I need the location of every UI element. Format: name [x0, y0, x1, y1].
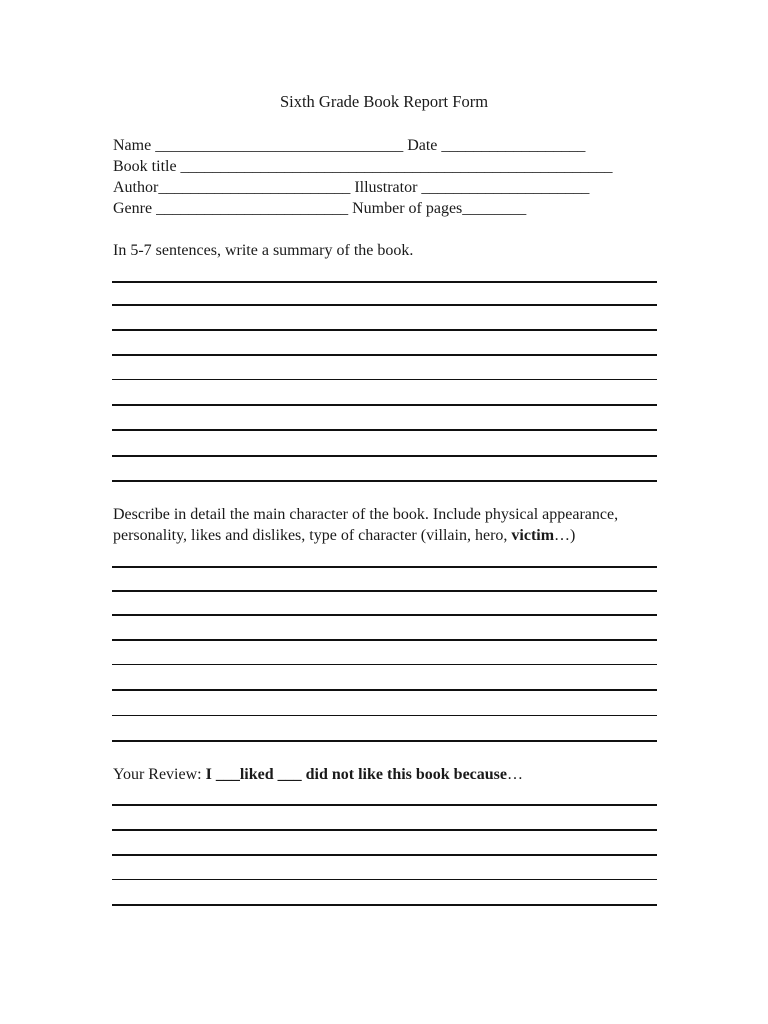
- summary-writing-line[interactable]: [112, 354, 657, 356]
- review-writing-line[interactable]: [112, 804, 657, 806]
- character-writing-line[interactable]: [112, 689, 657, 691]
- character-writing-line[interactable]: [112, 566, 657, 568]
- character-prompt: [113, 504, 673, 546]
- review-prompt-bold: I ___liked ___ did not like this book because: [205, 766, 508, 783]
- character-writing-line[interactable]: [112, 715, 657, 716]
- character-writing-line[interactable]: [112, 614, 657, 616]
- book-title-field[interactable]: Book title ______________________________________________________: [113, 158, 613, 175]
- name-date-field[interactable]: Name _______________________________ Date __________________: [113, 137, 586, 154]
- character-prompt-bold: victim: [511, 527, 555, 544]
- review-prompt-lead: Your Review:: [113, 766, 206, 783]
- character-writing-line[interactable]: [112, 664, 657, 665]
- character-prompt-text: Describe in detail the main character of the book. Include physical appearance, personality, likes and dislikes, type of character (villain, hero,: [113, 506, 619, 544]
- summary-writing-line[interactable]: [112, 281, 657, 283]
- summary-writing-line[interactable]: [112, 455, 657, 457]
- review-writing-line[interactable]: [112, 879, 657, 880]
- summary-writing-line[interactable]: [112, 379, 657, 380]
- review-writing-line[interactable]: [112, 829, 657, 831]
- form-title: Sixth Grade Book Report Form: [279, 92, 489, 111]
- review-prompt-end: …: [507, 766, 524, 783]
- review-writing-line[interactable]: [112, 904, 657, 906]
- summary-writing-line[interactable]: [112, 304, 657, 306]
- summary-prompt: In 5-7 sentences, write a summary of the book.: [113, 242, 414, 259]
- character-writing-line[interactable]: [112, 740, 657, 742]
- author-illustrator-field[interactable]: Author________________________ Illustrator _____________________: [113, 179, 590, 196]
- summary-writing-line[interactable]: [112, 480, 657, 482]
- summary-writing-line[interactable]: [112, 329, 657, 331]
- summary-writing-line[interactable]: [112, 404, 657, 406]
- character-writing-line[interactable]: [112, 590, 657, 592]
- summary-writing-line[interactable]: [112, 429, 657, 431]
- review-writing-line[interactable]: [112, 854, 657, 856]
- character-prompt-end: …): [554, 527, 576, 544]
- genre-pages-field[interactable]: Genre ________________________ Number of pages________: [113, 200, 527, 217]
- review-prompt: [113, 764, 523, 785]
- character-writing-line[interactable]: [112, 639, 657, 641]
